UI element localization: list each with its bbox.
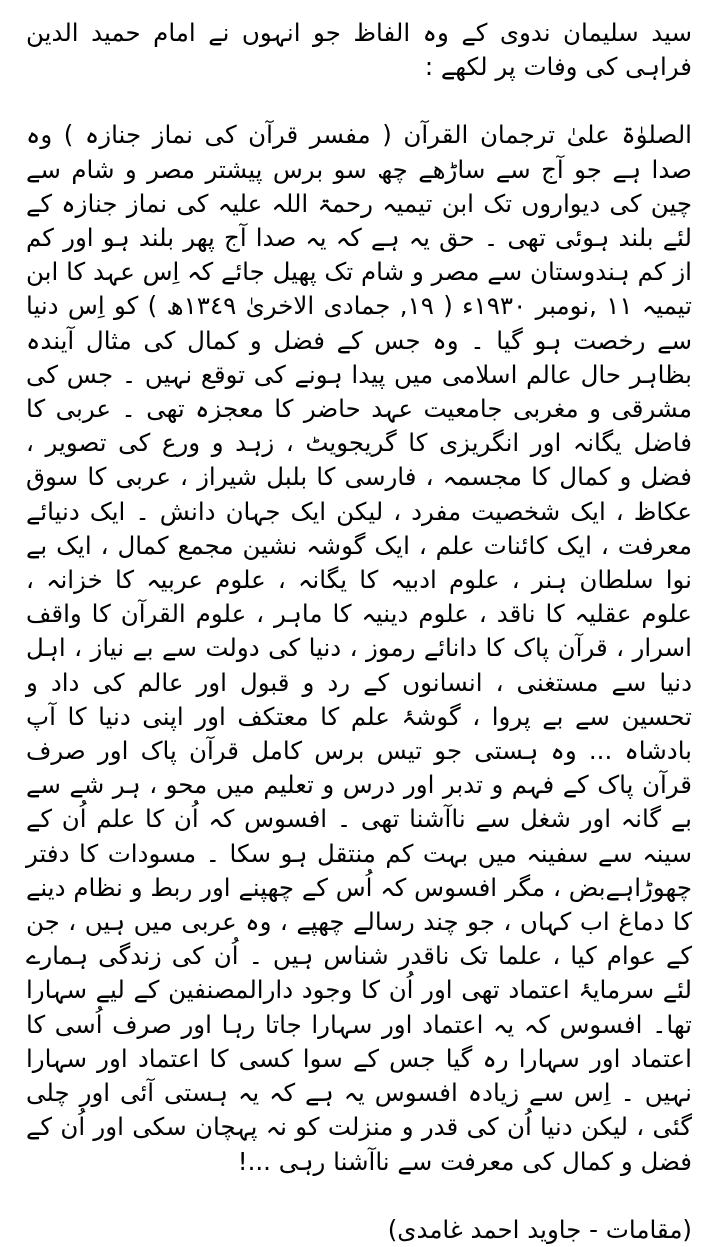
source-citation: (مقامات - جاوید احمد غامدی) [387, 1214, 692, 1244]
intro-paragraph: سید سلیمان ندوی کے وہ الفاظ جو انہوں نے امام حمید الدین فراہی کی وفات پر لکھے : [26, 18, 692, 82]
tribute-paragraph: الصلوٰۃ علیٰ ترجمان القرآن ( مفسر قرآن کی نماز جنازہ ) وہ صدا ہے جو آج سے ساڑھے چھ سو برس پیشتر مصر و شام سے چین کی دیواروں تک ابن تیمیہ رحمۃ اللہ علیہ کی نماز جنازہ کے لئے بلند ہوئی تھی ۔ حق یہ ہے کہ یہ صدا آج پھر بلند ہو اور کم از کم ہندوستان سے مصر و شام تک پھیل جائے کہ اِس عہد کا ابن تیمیہ ١١ ,نومبر ١٩٣٠ء ( ١٩, جمادی الاخریٰ ١٣٤٩ھ ) کو اِس دنیا سے رخصت ہو گیا ۔ وہ جس کے فضل و کمال کی مثال آیندہ بظاہر حال عالم اسلامی میں پیدا ہونے کی توقع نہیں ۔ جس کی مشرقی و مغربی جامعیت عہد حاضر کا معجزہ تھی ۔ عربی کا فاضل یگانہ اور انگریزی کا گریجویٹ ، زہد و ورع کی تصویر ، فضل و کمال کا مجسمہ ، فارسی کا بلبل شیراز ، عربی کا سوق عکاظ ، ایک شخصیت مفرد ، لیکن ایک جہان دانش ۔ ایک دنیائے معرفت ، ایک کائنات علم ، ایک گوشہ نشین مجمع کمال ، ایک بے نوا سلطان ہنر ، علوم ادبیہ کا یگانہ ، علوم عربیہ کا خزانہ ، علوم عقلیہ کا ناقد ، علوم دینیہ کا ماہر ، علوم القرآن کا واقف اسرار ، قرآن پاک کا دانائے رموز ، دنیا کی دولت سے بے نیاز ، اہل دنیا سے مستغنی ، انسانوں کے رد و قبول اور عالم کی داد و تحسین سے بے پروا ، گوشۂ علم کا معتکف اور اپنی دنیا کا آپ بادشاہ ... وہ ہستی جو تیس برس کامل قرآن پاک اور صرف قرآن پاک کے فہم و تدبر اور درس و تعلیم میں محو ، ہر شے سے بے گانہ اور شغل سے ناآشنا تھی ۔ افسوس کہ اُن کا علم اُن کے سینہ سے سفینہ میں بہت کم منتقل ہو سکا ۔ مسودات کا دفتر چھوڑاہےبض ، مگر افسوس کہ اُس کے چھپنے اور ربط و نظام دینے کا دماغ اب کہاں ، جو چند رسالے چھپے ، وہ عربی میں ہیں ، جن کے عوام کیا ، علما تک ناقدر شناس ہیں ۔ اُن کی زندگی ہمارے لئے سرمایۂ اعتماد تھی اور اُن کا وجود دارالمصنفین کے لیے سہارا تھا۔ افسوس کہ یہ اعتماد اور سہارا جاتا رہا اور صرف اُسی کا اعتماد اور سہارا رہ گیا جس کے سوا کسی کا اعتماد اور سہارا نہیں ۔ اِس سے زیادہ افسوس یہ ہے کہ یہ ہستی آئی اور چلی گئی ، لیکن دنیا اُن کی قدر و منزلت کو نہ پہچان سکی اور اُن کے فضل و کمال کی معرفت سے ناآشنا رہی ...! [26, 120, 693, 1176]
